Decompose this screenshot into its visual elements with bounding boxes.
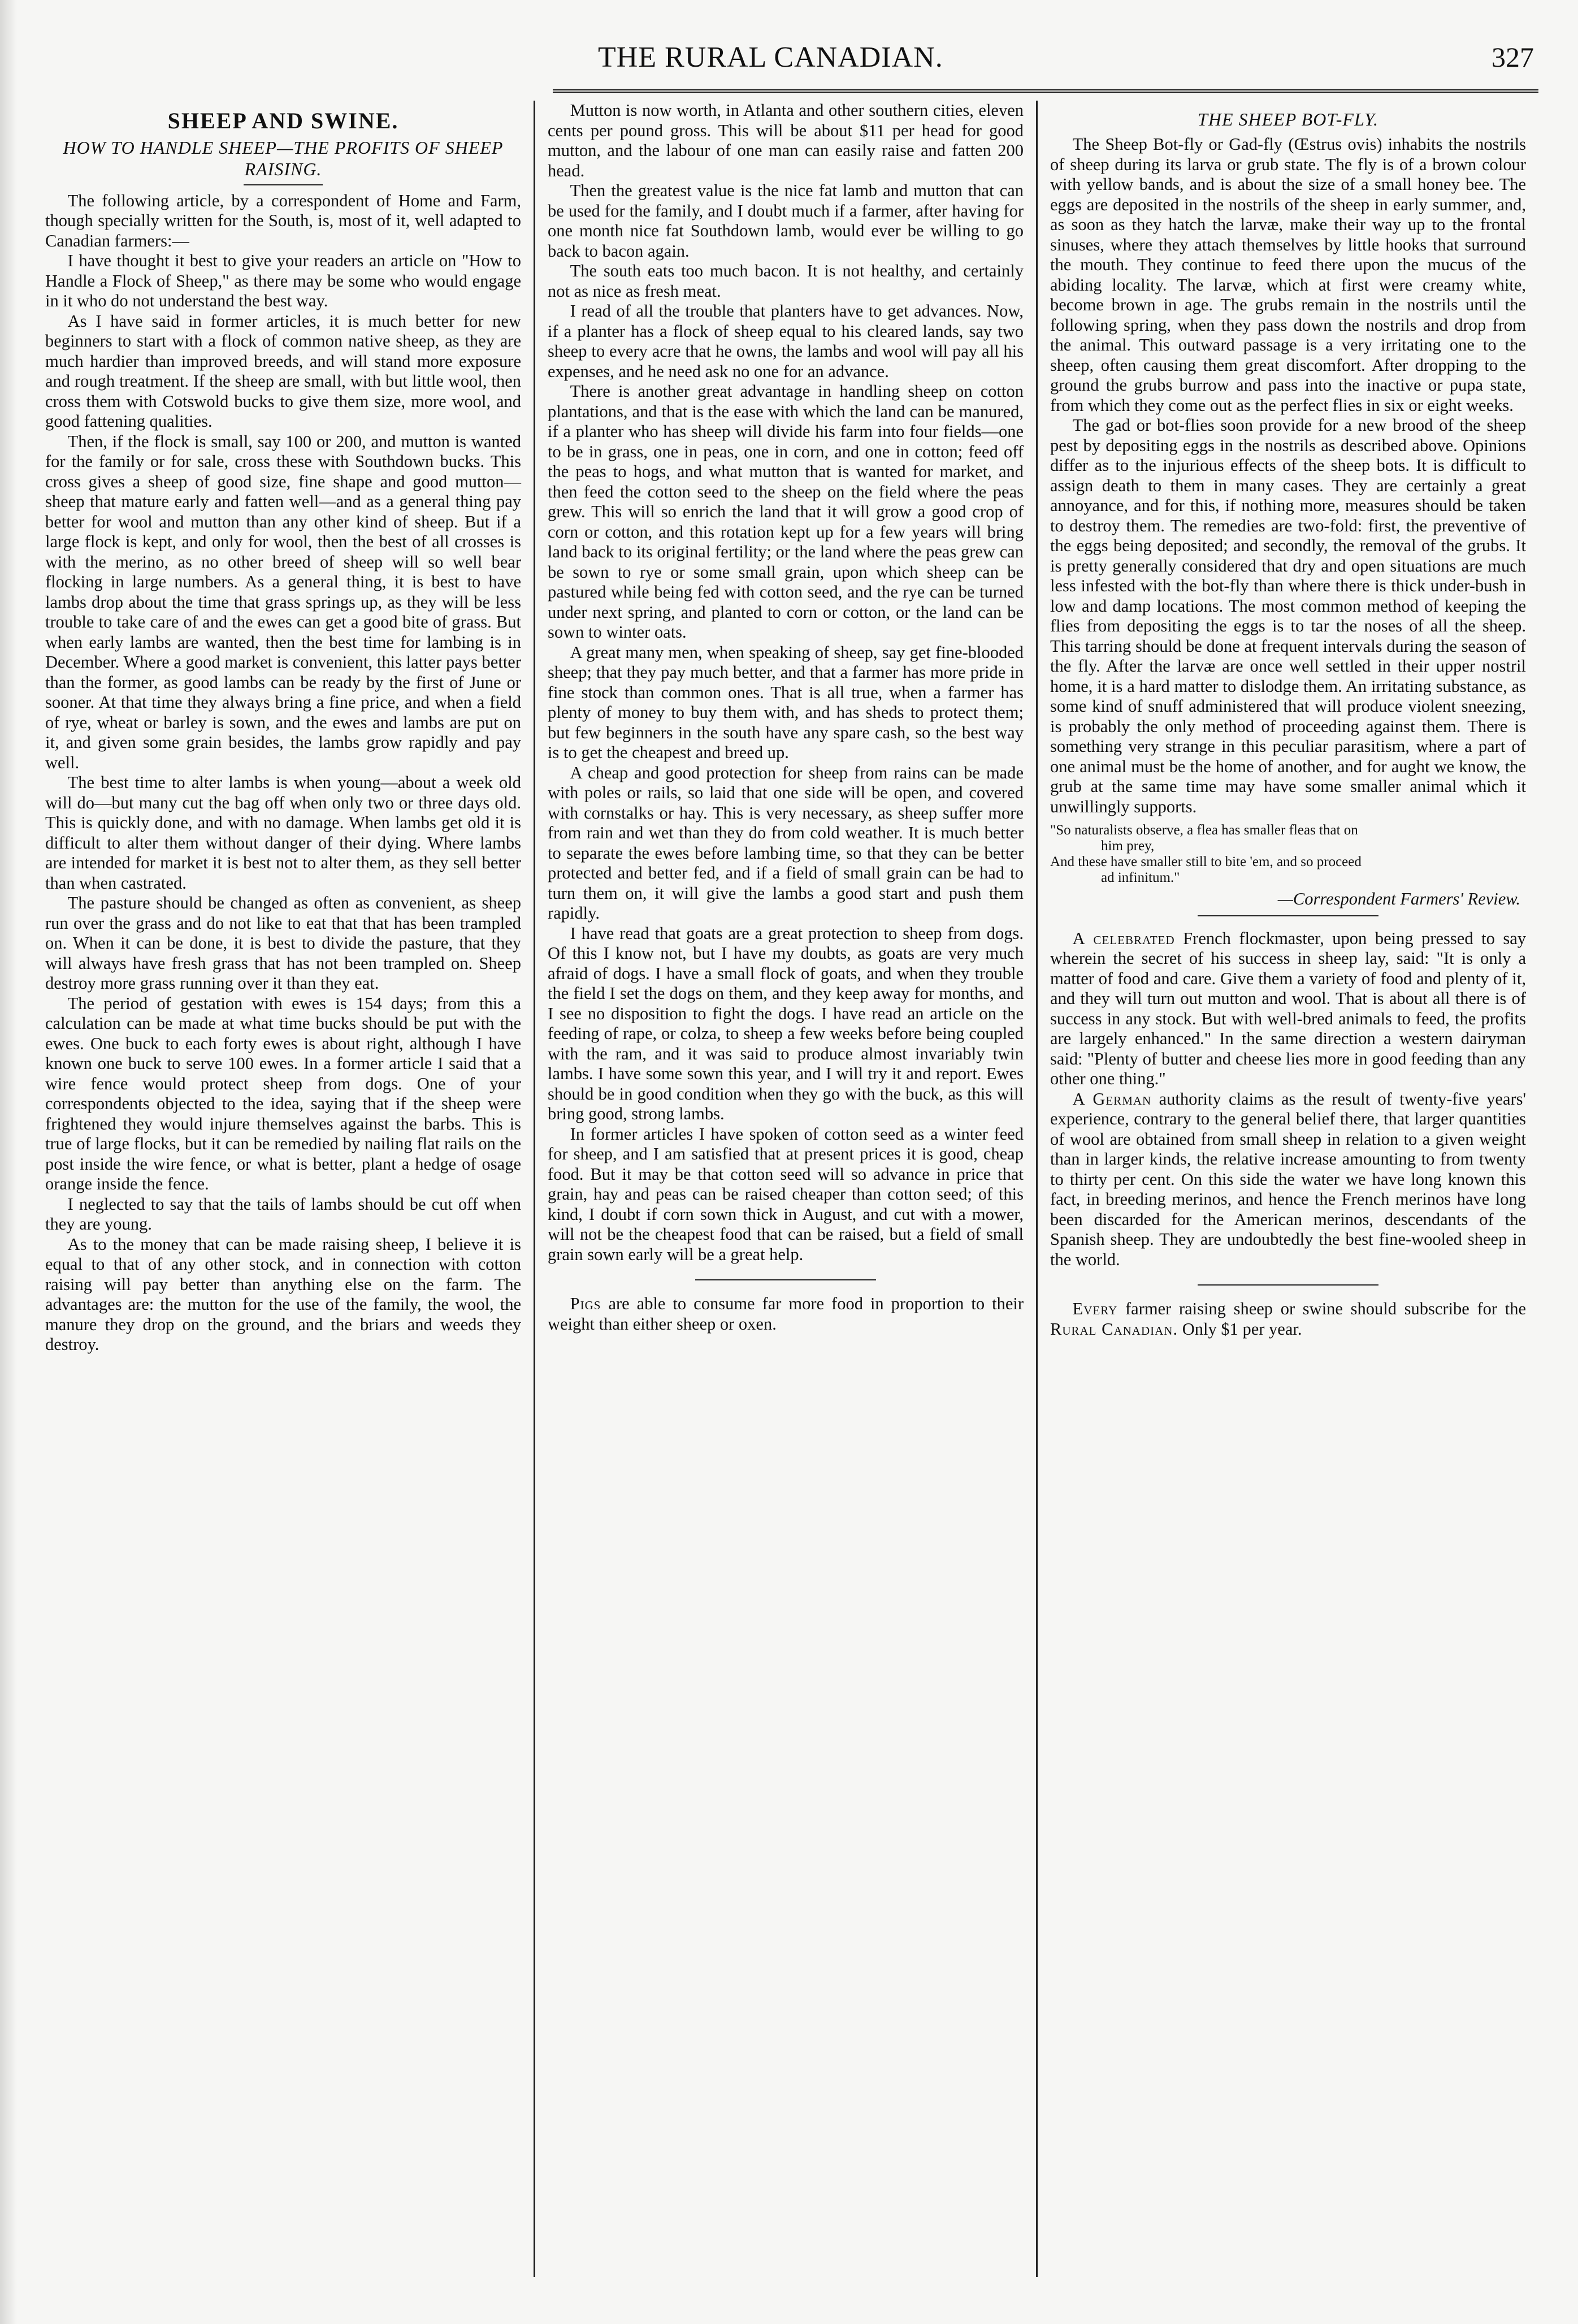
verse-quote bbox=[1050, 823, 1526, 886]
pigs-note bbox=[548, 1294, 1024, 1334]
article-credit: —Correspondent Farmers' Review. bbox=[1277, 889, 1520, 908]
paragraph: I neglected to say that the tails of lambs should be cut off when they are young. bbox=[45, 1194, 521, 1234]
lead-word: Pigs bbox=[570, 1294, 601, 1313]
lead-word: A German bbox=[1072, 1089, 1152, 1109]
paragraph: Then the greatest value is the nice fat lamb and mutton that can be used for the family, and I doubt much if a farmer, after having for one month nice fat Southdown lamb, would ever be willing to go back to bacon again. bbox=[548, 181, 1024, 261]
paragraph: I read of all the trouble that planters have to get advances. Now, if a planter has a flock of sheep equal to his cleared lands, say two sheep to every acre that he owns, the lambs and wool will pay all his expenses, and he need ask no one for an advance. bbox=[548, 301, 1024, 381]
paragraph-text: authority claims as the result of twenty-five years' experience, contrary to the general belief there, that larger quantities of wool are obtained from small sheep in relation to a given weight than in larger kinds, the relative increase amounting to from twenty to thirty per cent. On this side the water we have long known this fact, in breeding merinos, and hence the French merinos have long been discarded for the American merinos, descendants of the Spanish sheep. They are undoubtedly the best fine-wooled sheep in the world. bbox=[1050, 1089, 1527, 1269]
verse-line: ad infinitum." bbox=[1101, 870, 1180, 885]
verse-line: And these have smaller still to bite 'em, and so proceed bbox=[1050, 854, 1362, 869]
article-columns bbox=[33, 101, 1538, 2277]
subscribe-note bbox=[1050, 1299, 1526, 1339]
paragraph-text: French flockmaster, upon being pressed to say wherein the secret of his success in sheep lay, said: "It is only a matter of food and care. Give them a variety of food and plenty of it, and they will turn out mutton and wool. That is about all there is of success in any stock. But with well-bred animals to feed, the profits are largely enhanced." In the same direction a western dairyman said: "Plenty of butter and cheese lies more in good feeding than any other one thing." bbox=[1050, 928, 1526, 1088]
paragraph: A cheap and good protection for sheep from rains can be made with poles or rails, so laid that one side will be open, and covered with cornstalks or hay. This is very necessary, as sheep suffer more from rain and wet than they do from cold weather. It is much better to separate the ewes before lambing time, so that they can be better protected and better fed, and if a field of small grain can be had to turn them on, it will give the lambs a good start and push them rapidly. bbox=[548, 763, 1024, 923]
paragraph: There is another great advantage in handling sheep on cotton plantations, and that is the ease with which the land can be manured, if a planter who has sheep will divide his farm into four fields—one to be in grass, one in peas, one in corn, and one in cotton; feed off the peas to hogs, and what mutton that is wanted for market, and then feed the cotton seed to the sheep on the field where the peas grew. This will so enrich the land that it will grow a good crop of corn or cotton, and this rotation kept up for a few years will bring land back to its original fertility; or the land where the peas grew can be sown to rye or some small grain, upon which sheep can be pastured while being fed with cotton seed, and the rye can be turned under next spring, and planted to corn or cotton, or the land can be sown to winter oats. bbox=[548, 382, 1024, 642]
paragraph: As to the money that can be made raising sheep, I believe it is equal to that of any other stock, and in connection with cotton raising will pay better than anything else on the farm. The advantages are: the mutton for the use of the family, the wool, the manure they drop on the ground, and the briars and weeds they destroy. bbox=[45, 1234, 521, 1354]
paragraph: The gad or bot-flies soon provide for a new brood of the sheep pest by depositing eggs in the nostrils as described above. Opinions differ as to the injurious effects of the sheep bots. It is difficult to assign death to them in many cases. They are certainly a great annoyance, and for this, if nothing more, measures should be taken to destroy them. The remedies are two-fold: first, the preventive of the eggs being deposited; and secondly, the removal of the grubs. It is pretty generally considered that dry and open situations are much less infested with the bot-fly than where there is thick under-bush in low and damp locations. The most common method of keeping the flies from depositing the eggs is to tar the noses of all the sheep. This tarring should be done at frequent intervals during the season of the fly. After the larvæ are once well settled in their upper nostril home, it is a hard matter to dislodge them. An irritating substance, as some kind of snuff administered that will produce violent sneezing, is probably the only method of proceeding against them. There is something very strange in this peculiar parasitism, where a part of one animal must be the home of another, and for aught we know, the grub at the same time may have some smaller animal which it unwillingly supports. bbox=[1050, 416, 1526, 816]
page-number: 327 bbox=[1492, 41, 1534, 73]
masthead-title: THE RURAL CANADIAN. bbox=[598, 41, 943, 73]
paragraph: The following article, by a correspondent of Home and Farm, though specially written for the South, is, most of it, well adapted to Canadian farmers:— bbox=[45, 191, 521, 250]
lead-word: Every bbox=[1072, 1299, 1118, 1318]
paragraph: The pasture should be changed as often as convenient, as sheep run over the grass and do not like to eat that that has been trampled on. When it can be done, it is best to divide the pasture, that they will always have fresh grass that has not been trampled on. Sheep destroy more grass running over it than they eat. bbox=[45, 893, 521, 993]
german-paragraph bbox=[1050, 1089, 1526, 1270]
verse-line: "So naturalists observe, a flea has smaller fleas that on bbox=[1050, 823, 1358, 838]
note-text: farmer raising sheep or swine should subscribe for the bbox=[1125, 1299, 1527, 1318]
divider bbox=[244, 184, 323, 185]
note-text: Only $1 per year. bbox=[1182, 1319, 1302, 1339]
note-text: are able to consume far more food in proportion to their weight than either sheep or oxen. bbox=[548, 1294, 1024, 1334]
article-headline: THE SHEEP BOT-FLY. bbox=[1198, 109, 1378, 129]
divider bbox=[1198, 1284, 1378, 1286]
paragraph: The period of gestation with ewes is 154 days; from this a calculation can be made at what time bucks should be put with the ewes. One buck to each forty ewes is about right, although I have known one buck to serve 100 ewes. In a former article I said that a wire fence would protect sheep from dogs. One of your correspondents objected to the idea, saying that if the sheep were frightened they would injure themselves against the barbs. This is true of large flocks, but it can be remedied by nailing flat rails on the post inside the wire fence, or what is better, plant a hedge of osage orange inside the fence. bbox=[45, 993, 521, 1193]
section-title: SHEEP AND SWINE. bbox=[167, 108, 399, 133]
divider bbox=[1198, 915, 1378, 916]
paragraph: Then, if the flock is small, say 100 or 200, and mutton is wanted for the family or for sale, cross these with Southdown bucks. This cross gives a sheep of good size, fine shape and good mutton—sheep that mature early and fatten well—and as a general thing pay better for wool and mutton than any other kind of sheep. But if a large flock is kept, and only for wool, then the best of all crosses is with the merino, as no other breed of sheep will so well bear flocking in large numbers. As a general thing, it is best to have lambs drop about the time that grass springs up, as they will be less trouble to take care of and the ewes can get a good bite of grass. But when early lambs are wanted, then the best time for lambing is in December. Where a good market is convenient, this latter pays better than the former, as good lambs can be ready by the first of June or sooner. At that time they always bring a fine price, and when a field of rye, wheat or barley is sown, and the ewes and lambs are put on it, and given some grain besides, the lambs grow rapidly and pay well. bbox=[45, 431, 521, 772]
column-3 bbox=[1036, 101, 1538, 2277]
paper-name: Rural Canadian. bbox=[1050, 1319, 1178, 1339]
paragraph: The south eats too much bacon. It is not healthy, and certainly not as nice as fresh meat. bbox=[548, 261, 1024, 301]
paragraph: The Sheep Bot-fly or Gad-fly (Œstrus ovis) inhabits the nostrils of sheep during its larva or grub state. The fly is of a brown colour with yellow bands, and is about the size of a small honey bee. The eggs are deposited in the nostrils of the sheep in early summer, and, as soon as they hatch the larvæ, make their way up to the frontal sinuses, where they attach themselves by little hooks that surround the mouth. They continue to feed there upon the mucus of the abiding locality. The larvæ, which at first were creamy white, become brown in age. The grubs remain in the nostrils until the following spring, when they pass down the nostrils and drop from the animal. This outward passage is a very irritating one to the sheep, often causing them great discomfort. After dropping to the ground the grubs burrow and pass into the inactive or pupa state, from which they come out as the perfect flies in six or eight weeks. bbox=[1050, 135, 1526, 415]
paragraph: I have thought it best to give your readers an article on "How to Handle a Flock of Sheep," as there may be some who would engage in it who do not understand the best way. bbox=[45, 251, 521, 310]
column-1 bbox=[33, 101, 534, 2277]
flockmaster-paragraph bbox=[1050, 929, 1526, 1089]
column-2 bbox=[534, 101, 1036, 2277]
lead-word: A celebrated bbox=[1072, 928, 1175, 948]
page-header bbox=[553, 41, 1538, 93]
paragraph: Mutton is now worth, in Atlanta and other southern cities, eleven cents per pound gross. This will be about $11 per head for good mutton, and the labour of one man can easily raise and fatten 200 head. bbox=[548, 101, 1024, 180]
divider bbox=[695, 1279, 876, 1280]
article-headline: HOW TO HANDLE SHEEP—THE PROFITS OF SHEEP RAISING. bbox=[63, 137, 504, 179]
scan-edge-shadow bbox=[0, 0, 17, 2324]
paragraph: The best time to alter lambs is when young—about a week old will do—but many cut the bag off when only two or three days old. This is quickly done, and with no damage. When lambs get old it is difficult to alter them without danger of their dying. Where lambs are intended for market it is best not to alter them, as they sell better than when castrated. bbox=[45, 773, 521, 893]
paragraph: I have read that goats are a great protection to sheep from dogs. Of this I know not, but I have my doubts, as goats are very much afraid of dogs. I have a small flock of goats, and when they trouble the field I set the dogs on them, and they keep away for months, and I see no disposition to fight the dogs. I have read an article on the feeding of rape, or colza, to sheep a few weeks before being coupled with the ram, and it was said to produce almost invariably twin lambs. I have some sown this year, and I will try it and report. Ewes should be in good condition when they go with the buck, as this will bring good, strong lambs. bbox=[548, 923, 1024, 1123]
column-1-body bbox=[45, 191, 521, 1355]
paragraph: In former articles I have spoken of cotton seed as a winter feed for sheep, and I am satisfied that at present prices it is good, cheap food. But it may be that cotton seed will so advance in price that grain, hay and peas can be raised cheaper than cotton seed; of this kind, I doubt if corn sown thick in August, and cut with a mower, will not be the cheapest food that can be raised, but a field of small grain sown early will be a great help. bbox=[548, 1124, 1024, 1264]
paragraph: A great many men, when speaking of sheep, say get fine-blooded sheep; that they pay much better, and that a farmer has more pride in fine stock than common ones. That is all true, when a farmer has plenty of money to buy them with, and has sheds to protect them; but few beginners in the south have any spare cash, so the best way is to get the cheapest and breed up. bbox=[548, 642, 1024, 762]
verse-line: him prey, bbox=[1101, 838, 1155, 854]
paragraph: As I have said in former articles, it is much better for new beginners to start with a flock of common native sheep, as they are much hardier than improved breeds, and will stand more exposure and rough treatment. If the sheep are small, with but little wool, then cross them with Cotswold bucks to give them size, more wool, and good fattening qualities. bbox=[45, 311, 521, 431]
